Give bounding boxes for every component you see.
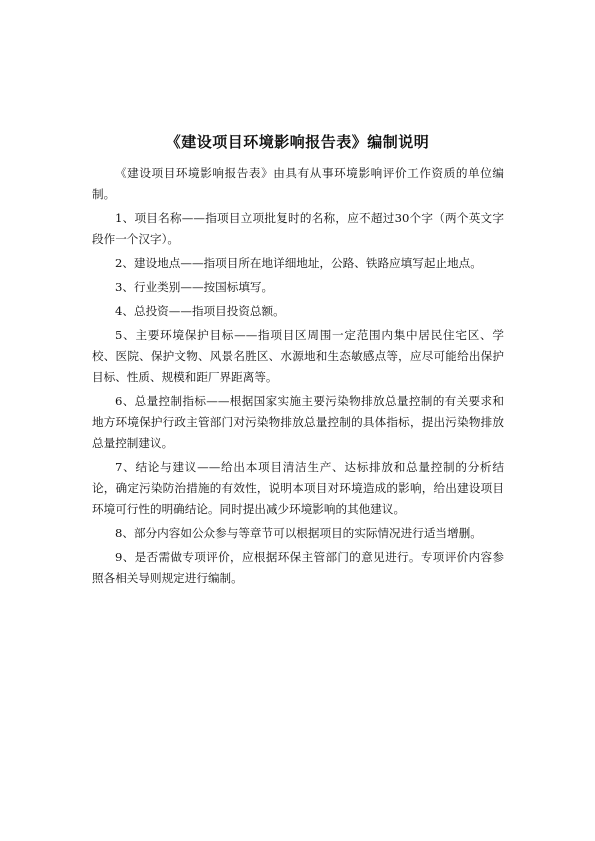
- document-title: 《建设项目环境影响报告表》编制说明: [165, 133, 430, 151]
- item-9-special-evaluation: 9、是否需做专项评价，应根据环保主管部门的意见进行。专项评价内容参照各相关导则规定进行编制。: [92, 550, 504, 585]
- document-body: [92, 163, 504, 589]
- item-7-conclusions: 7、结论与建议——给出本项目清洁生产、达标排放和总量控制的分析结论，确定污染防治措施的有效性，说明本项目对环境造成的影响，给出建设项目环境可行性的明确结论。同时提出减少环境影响的其他建议。: [92, 460, 504, 516]
- item-5-protection-targets: 5、主要环境保护目标——指项目区周围一定范围内集中居民住宅区、学校、医院、保护文物、风景名胜区、水源地和生态敏感点等，应尽可能给出保护目标、性质、规模和距厂界距离等。: [92, 328, 504, 384]
- item-2-construction-site: 2、建设地点——指项目所在地详细地址，公路、铁路应填写起止地点。: [115, 256, 482, 270]
- item-6-total-control-index: 6、总量控制指标——根据国家实施主要污染物排放总量控制的有关要求和地方环境保护行政主管部门对污染物排放总量控制的具体指标，提出污染物排放总量控制建议。: [92, 394, 504, 450]
- item-4-total-investment: 4、总投资——指项目投资总额。: [115, 304, 285, 318]
- intro-paragraph: 《建设项目环境影响报告表》由具有从事环境影响评价工作资质的单位编制。: [92, 166, 504, 201]
- item-1-project-name: 1、项目名称——指项目立项批复时的名称，应不超过30个字（两个英文字段作一个汉字）。: [92, 211, 504, 246]
- item-3-industry-category: 3、行业类别——按国标填写。: [115, 280, 274, 294]
- item-8-partial-content: 8、部分内容如公众参与等章节可以根据项目的实际情况进行适当增删。: [115, 526, 482, 540]
